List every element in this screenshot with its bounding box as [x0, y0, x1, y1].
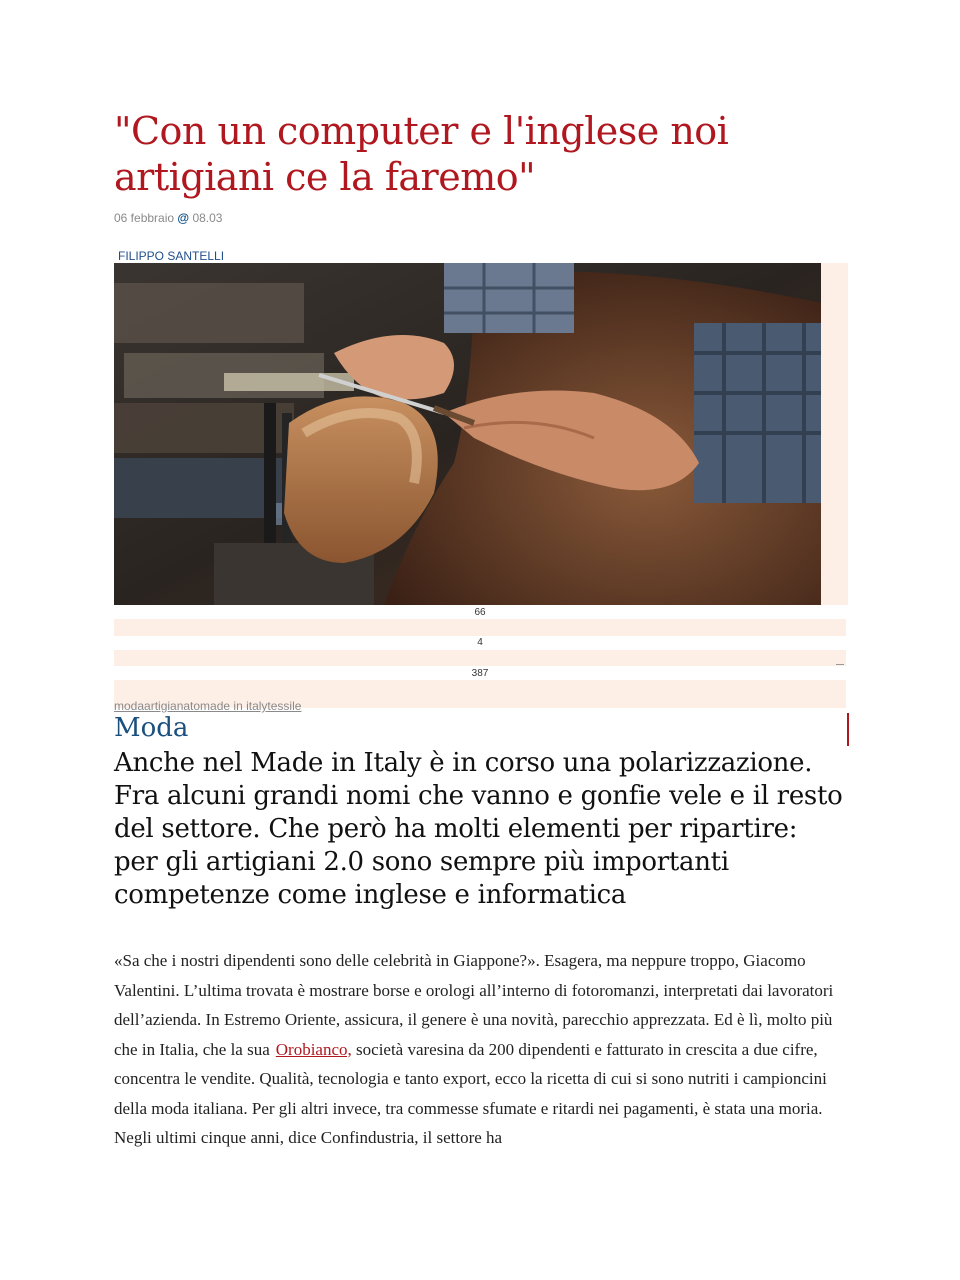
- accent-bar: [847, 713, 849, 746]
- article-lead: Anche nel Made in Italy è in corso una polarizzazione. Fra alcuni grandi nomi che vanno e gonfie vele e il resto del settore. Che però ha molti elementi per ripartire: per gli artigiani 2.0 sono sempre più importanti competenze come inglese e informatica: [114, 748, 843, 910]
- article-headline: "Con un computer e l'inglese noi artigiani ce la faremo": [114, 109, 729, 199]
- body-text-part1: «Sa che i nostri dipendenti sono delle celebrità in Giappone?». Esagera, ma neppure troppo, Giacomo Valentini. L’ultima trovata è mostrare borse e orologi all’interno di fotoromanzi, interpretati dai lavoratori dell’azienda. In Estremo Oriente, assicura, il genere è una novità, parecchio apprezzata. Ed è lì, molto più che in Italia, che la sua: [114, 951, 834, 1059]
- stat-count-second[interactable]: 4: [477, 637, 483, 648]
- body-text-part2: società varesina da 200 dipendenti e fatturato in crescita a due cifre, concentra le vendite. Qualità, tecnologia e tanto export, ecco la ricetta di cui si sono nutriti i campioncini della moda italiana. Per gli altri invece, tra commesse sfumate e ritardi nei pagamenti, è stata una moria. Negli ultimi cinque anni, dice Confindustria, il settore ha: [114, 1039, 827, 1147]
- publish-date: 06 febbraio: [114, 211, 175, 225]
- publish-time: 08.03: [192, 211, 223, 225]
- article-photo[interactable]: [114, 263, 821, 605]
- article-body: [114, 946, 852, 1153]
- orobianco-link[interactable]: Orobianco,: [275, 1039, 352, 1059]
- stat-count-first[interactable]: 66: [474, 607, 486, 618]
- dash-mark: [836, 664, 844, 665]
- body-paragraph: [114, 946, 852, 1153]
- article-tags[interactable]: modaartigianatomade in italytessile: [114, 699, 302, 713]
- stats-band-2: [114, 650, 846, 666]
- article-dateline: [114, 211, 222, 225]
- author-byline[interactable]: FILIPPO SANTELLI: [118, 249, 225, 263]
- photo-frame: [114, 263, 848, 605]
- stats-band-1: [114, 619, 846, 636]
- at-symbol: @: [177, 211, 190, 225]
- section-label[interactable]: Moda: [114, 713, 189, 743]
- stat-count-third[interactable]: 387: [471, 668, 489, 679]
